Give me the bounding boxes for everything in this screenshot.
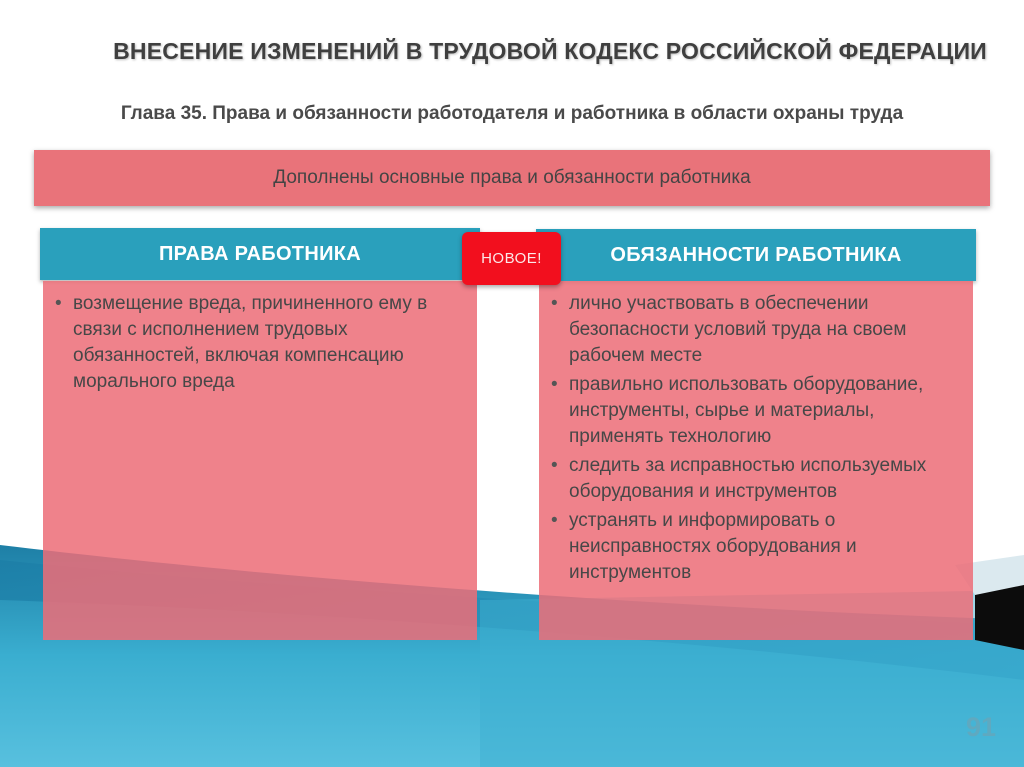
- slide-subtitle: Глава 35. Права и обязанности работодателя и работника в области охраны труда: [120, 103, 904, 124]
- new-badge: [462, 232, 561, 285]
- slide-title: ВНЕСЕНИЕ ИЗМЕНЕНИЙ В ТРУДОВОЙ КОДЕКС РОССИЙСКОЙ ФЕДЕРАЦИИ: [113, 38, 987, 64]
- bullet-icon: •: [551, 510, 558, 531]
- list-item: [551, 453, 949, 505]
- list-item: [551, 508, 949, 586]
- summary-banner: [34, 150, 990, 206]
- duties-list: [551, 291, 949, 586]
- duties-heading-text: ОБЯЗАННОСТИ РАБОТНИКА: [610, 243, 902, 266]
- rights-list: [55, 291, 453, 395]
- page-number: 91: [966, 712, 997, 742]
- list-item: [55, 291, 453, 395]
- duties-heading: [536, 229, 976, 281]
- rights-panel: [43, 281, 477, 640]
- list-item: [551, 372, 949, 450]
- bullet-icon: •: [551, 374, 558, 395]
- rights-heading-text: ПРАВА РАБОТНИКА: [159, 242, 361, 265]
- bullet-icon: •: [551, 455, 558, 476]
- banner-text: Дополнены основные права и обязанности работника: [273, 167, 751, 188]
- list-item-text: устранять и информировать о неисправностях оборудования и инструментов: [569, 510, 857, 583]
- bullet-icon: •: [55, 293, 62, 314]
- list-item: [551, 291, 949, 369]
- list-item-text: правильно использовать оборудование, инструменты, сырье и материалы, применять технологию: [569, 374, 924, 447]
- list-item-text: следить за исправностью используемых оборудования и инструментов: [569, 455, 927, 502]
- list-item-text: лично участвовать в обеспечении безопасности условий труда на своем рабочем месте: [569, 293, 907, 366]
- list-item-text: возмещение вреда, причиненного ему в связи с исполнением трудовых обязанностей, включая компенсацию морального вреда: [73, 293, 428, 392]
- new-badge-text: НОВОЕ!: [481, 250, 542, 267]
- duties-panel: [539, 281, 973, 640]
- bullet-icon: •: [551, 293, 558, 314]
- rights-heading: [40, 228, 480, 280]
